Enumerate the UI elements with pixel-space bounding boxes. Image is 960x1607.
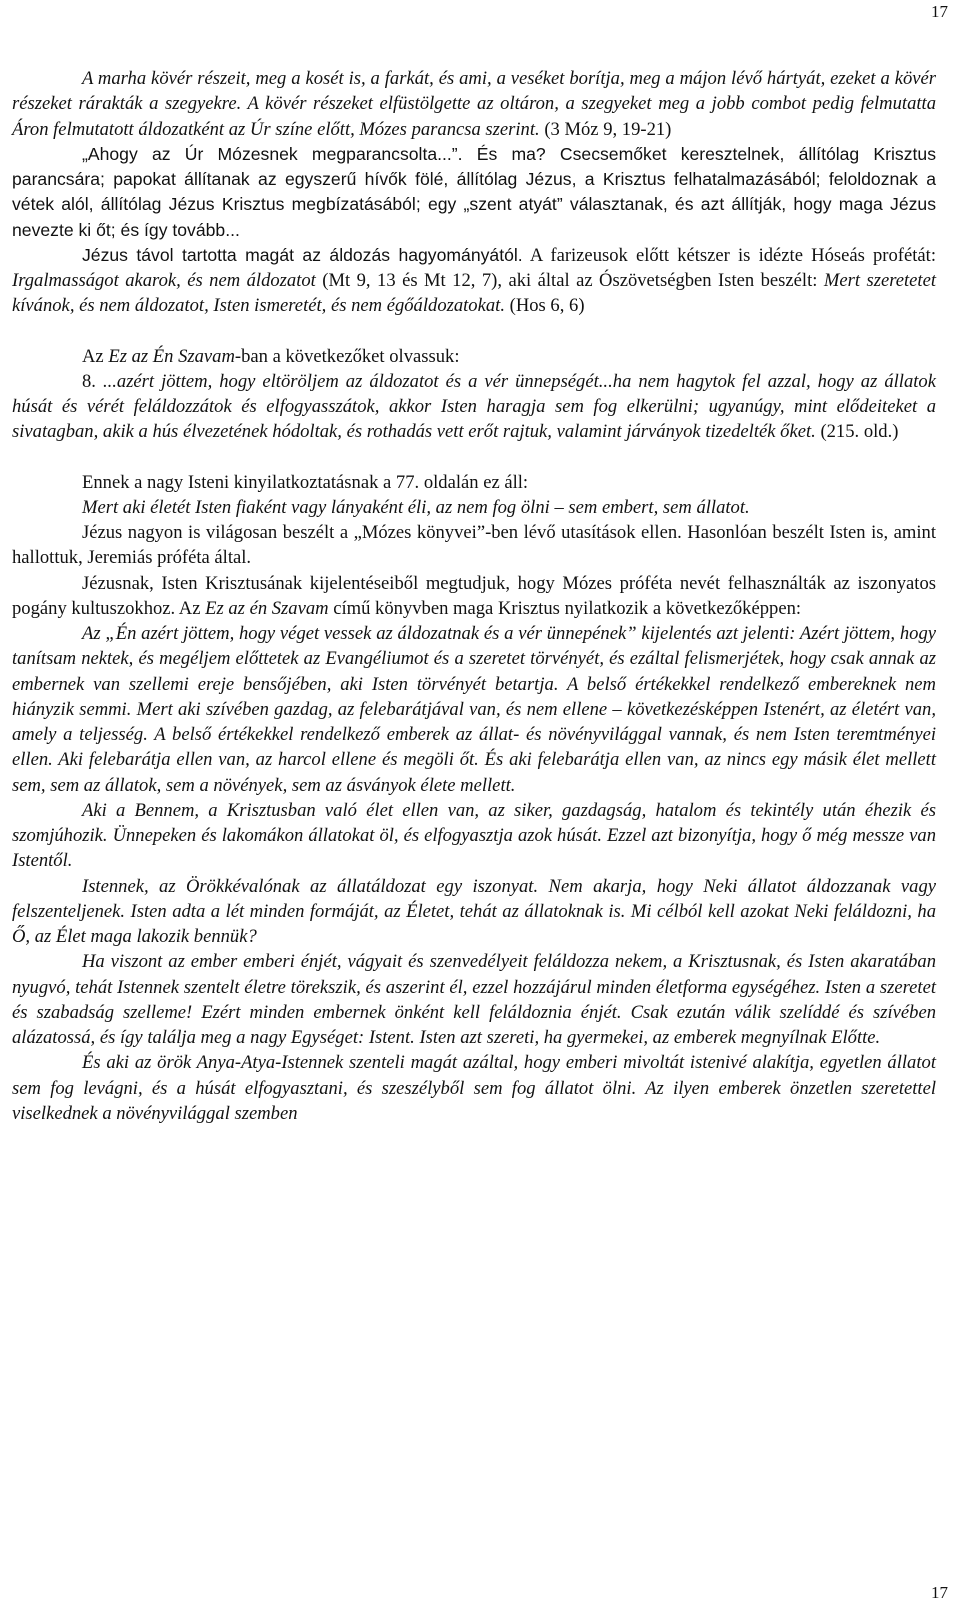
page-number-bottom: 17: [931, 1583, 948, 1602]
text-run: ...azért jöttem, hogy eltöröljem az áldozatot és a vér ünnepségét...ha nem hagytok fel azzal, hogy az állatok húsát és vérét feláldozzátok és elfogyasszátok, akkor Isten haragja sem fog elkerülni; ugyanúgy, mint elődeiteket a sivatagban, akik a hús élvezetének hódoltak, és rothadás vett erőt rajtuk, valamint járványok tizedelték őket.: [12, 370, 936, 443]
text-run: című könyvben maga Krisztus nyilatkozik a következőképpen:: [328, 597, 802, 619]
text-run: „Ahogy az Úr Mózesnek megparancsolta...”. És ma? Csecsemőket keresztelnek, állítólag Krisztus parancsára; papokat állítanak az egyszerű hívők fölé, állítólag Jézus, a Krisztus felhatalmazásából; feloldoznak a vétek alól, állítólag Jézus Krisztus megbízatásából; egy „szent atyát” választanak, és azt állítják, hogy maga Jézus nevezte ki őt; és így tovább...: [12, 143, 936, 240]
text-run: A farizeusok előtt kétszer is idézte Hóseás profétát:: [522, 244, 936, 266]
paragraph-2: [12, 142, 936, 243]
paragraph-13: [12, 949, 936, 1050]
text-run: -ban a következőket olvassuk:: [234, 345, 460, 367]
paragraph-7: [12, 495, 936, 520]
paragraph-9: [12, 571, 936, 622]
page-number-top: 17: [931, 2, 948, 21]
text-run: Ez az Én Szavam: [108, 345, 235, 367]
paragraph-14: [12, 1050, 936, 1126]
text-run: Aki a Bennem, a Krisztusban való élet ellen van, az siker, gazdagság, hatalom és tekintély után éhezik és szomjúhozik. Ünnepeken és lakomákon állatokat öl, és elfogyasztja azok húsát. Ezzel azt bizonyítja, hogy ő még messze van Istentől.: [12, 799, 936, 872]
paragraph-1: [12, 66, 936, 142]
page-body: [12, 66, 936, 1126]
paragraph-11: [12, 798, 936, 874]
text-run: Jézus nagyon is világosan beszélt a „Mózes könyvei”-ben lévő utasítások ellen. Hasonlóan beszélt Isten is, amint hallottuk, Jeremiás próféta által.: [12, 522, 936, 569]
text-run: (Hos 6, 6): [504, 295, 585, 317]
text-run: (215. old.): [815, 421, 899, 443]
paragraph-3: [12, 243, 936, 319]
text-run: Mert aki életét Isten fiaként vagy lányaként éli, az nem fog ölni – sem embert, sem állatot.: [82, 496, 750, 518]
paragraph-4: [12, 344, 936, 369]
paragraph-8: [12, 520, 936, 571]
text-run: 8.: [82, 370, 103, 392]
text-run: Mert szeretetet kívánok, és nem áldozatot, Isten ismeretét, és nem égőáldozatokat.: [12, 270, 936, 317]
paragraph-10: [12, 621, 936, 798]
text-run: Az „Én azért jöttem, hogy véget vessek az áldozatnak és a vér ünnepének” kijelentés azt jelenti: Azért jöttem, hogy tanítsam nektek, és megéljem előttetek az Evangéliumot és a szeretet törvényét, és ezáltal felismerjétek, hogy csak annak az embernek van szellemi ereje bensőjében, aki Isten törvényét betartja. A belső értékekkel rendelkező embereknek nem hiányzik semmi. Mert aki szívében gazdag, az felebarátjával van, és nem ellene – következésképpen Istenért, az életért van, amely a teljesség. A belső értékekkel rendelkező emberek az állat- és növényvilággal vannak, és nem Isten teremtményei ellen. Aki felebarátja ellen van, az harcol ellene és megöli őt. És aki felebarátja ellen van, az nincs egy másik élet mellett sem, sem az állatok, sem a növények, sem az ásványok élete mellett.: [12, 623, 936, 796]
text-run: (Mt 9, 13 és Mt 12, 7), aki által az Ószövetségben Isten beszélt:: [315, 270, 824, 291]
paragraph-5: [12, 369, 936, 445]
text-run: Istennek, az Örökkévalónak az állatáldozat egy iszonyat. Nem akarja, hogy Neki állatot áldozzanak vagy felszenteljenek. Isten adta a lét minden formáját, az Életet, tehát az állatoknak is. Mi célból kell azokat Neki feláldozni, ha Ő, az Élet maga lakozik bennük?: [12, 875, 936, 947]
paragraph-12: [12, 874, 936, 950]
text-run: Ha viszont az ember emberi énjét, vágyait és szenvedélyeit feláldozza nekem, a Krisztusnak, és Isten akaratában nyugvó, tehát Istennek szentelt életre törekszik, és aszerint él, ezzel hozzájárul minden életforma egységéhez. Isten a szeretet és szabadság szelleme! Ezért minden embernek önként kell feláldoznia énjét. Csak ezután válik szelíddé és szívében alázatossá, és így találja meg a nagy Egységet: Istent. Isten azt szereti, ha gyermekei, az emberek megnyílnak Előtte.: [12, 951, 936, 1048]
paragraph-6: [12, 470, 936, 495]
text-run: Jézusnak, Isten Krisztusának kijelentéseiből megtudjuk, hogy Mózes próféta nevét felhasználták az iszonyatos pogány kultuszokhoz. Az: [12, 572, 936, 619]
text-run: És aki az örök Anya-Atya-Istennek szenteli magát azáltal, hogy emberi mivoltát istenivé alakítja, egyetlen állatot sem fog levágni, és a húsát elfogyasztani, és szeszélyből sem fog állatot ölni. Az ilyen emberek önzetlen szeretettel viselkednek a növényvilággal szemben: [12, 1052, 936, 1124]
text-run: Ennek a nagy Isteni kinyilatkoztatásnak a 77. oldalán ez áll:: [82, 471, 529, 493]
text-run: (3 Móz 9, 19-21): [539, 118, 672, 140]
text-run: Jézus távol tartotta magát az áldozás hagyományától.: [82, 244, 523, 265]
text-run: Irgalmasságot akarok, és nem áldozatot: [12, 270, 316, 291]
text-run: Ez az én Szavam: [205, 597, 329, 619]
text-run: A marha kövér részeit, meg a kosét is, a farkát, és ami, a veséket borítja, meg a májon lévő hártyát, ezeket a kövér részeket rárakták a szegyekre. A kövér részeket elfüstölgette az oltáron, a szegyeket meg a jobb combot pedig felmutatta Áron felmutatott áldozatként az Úr színe előtt, Mózes parancsa szerint.: [12, 68, 936, 140]
text-run: Az: [82, 345, 109, 367]
